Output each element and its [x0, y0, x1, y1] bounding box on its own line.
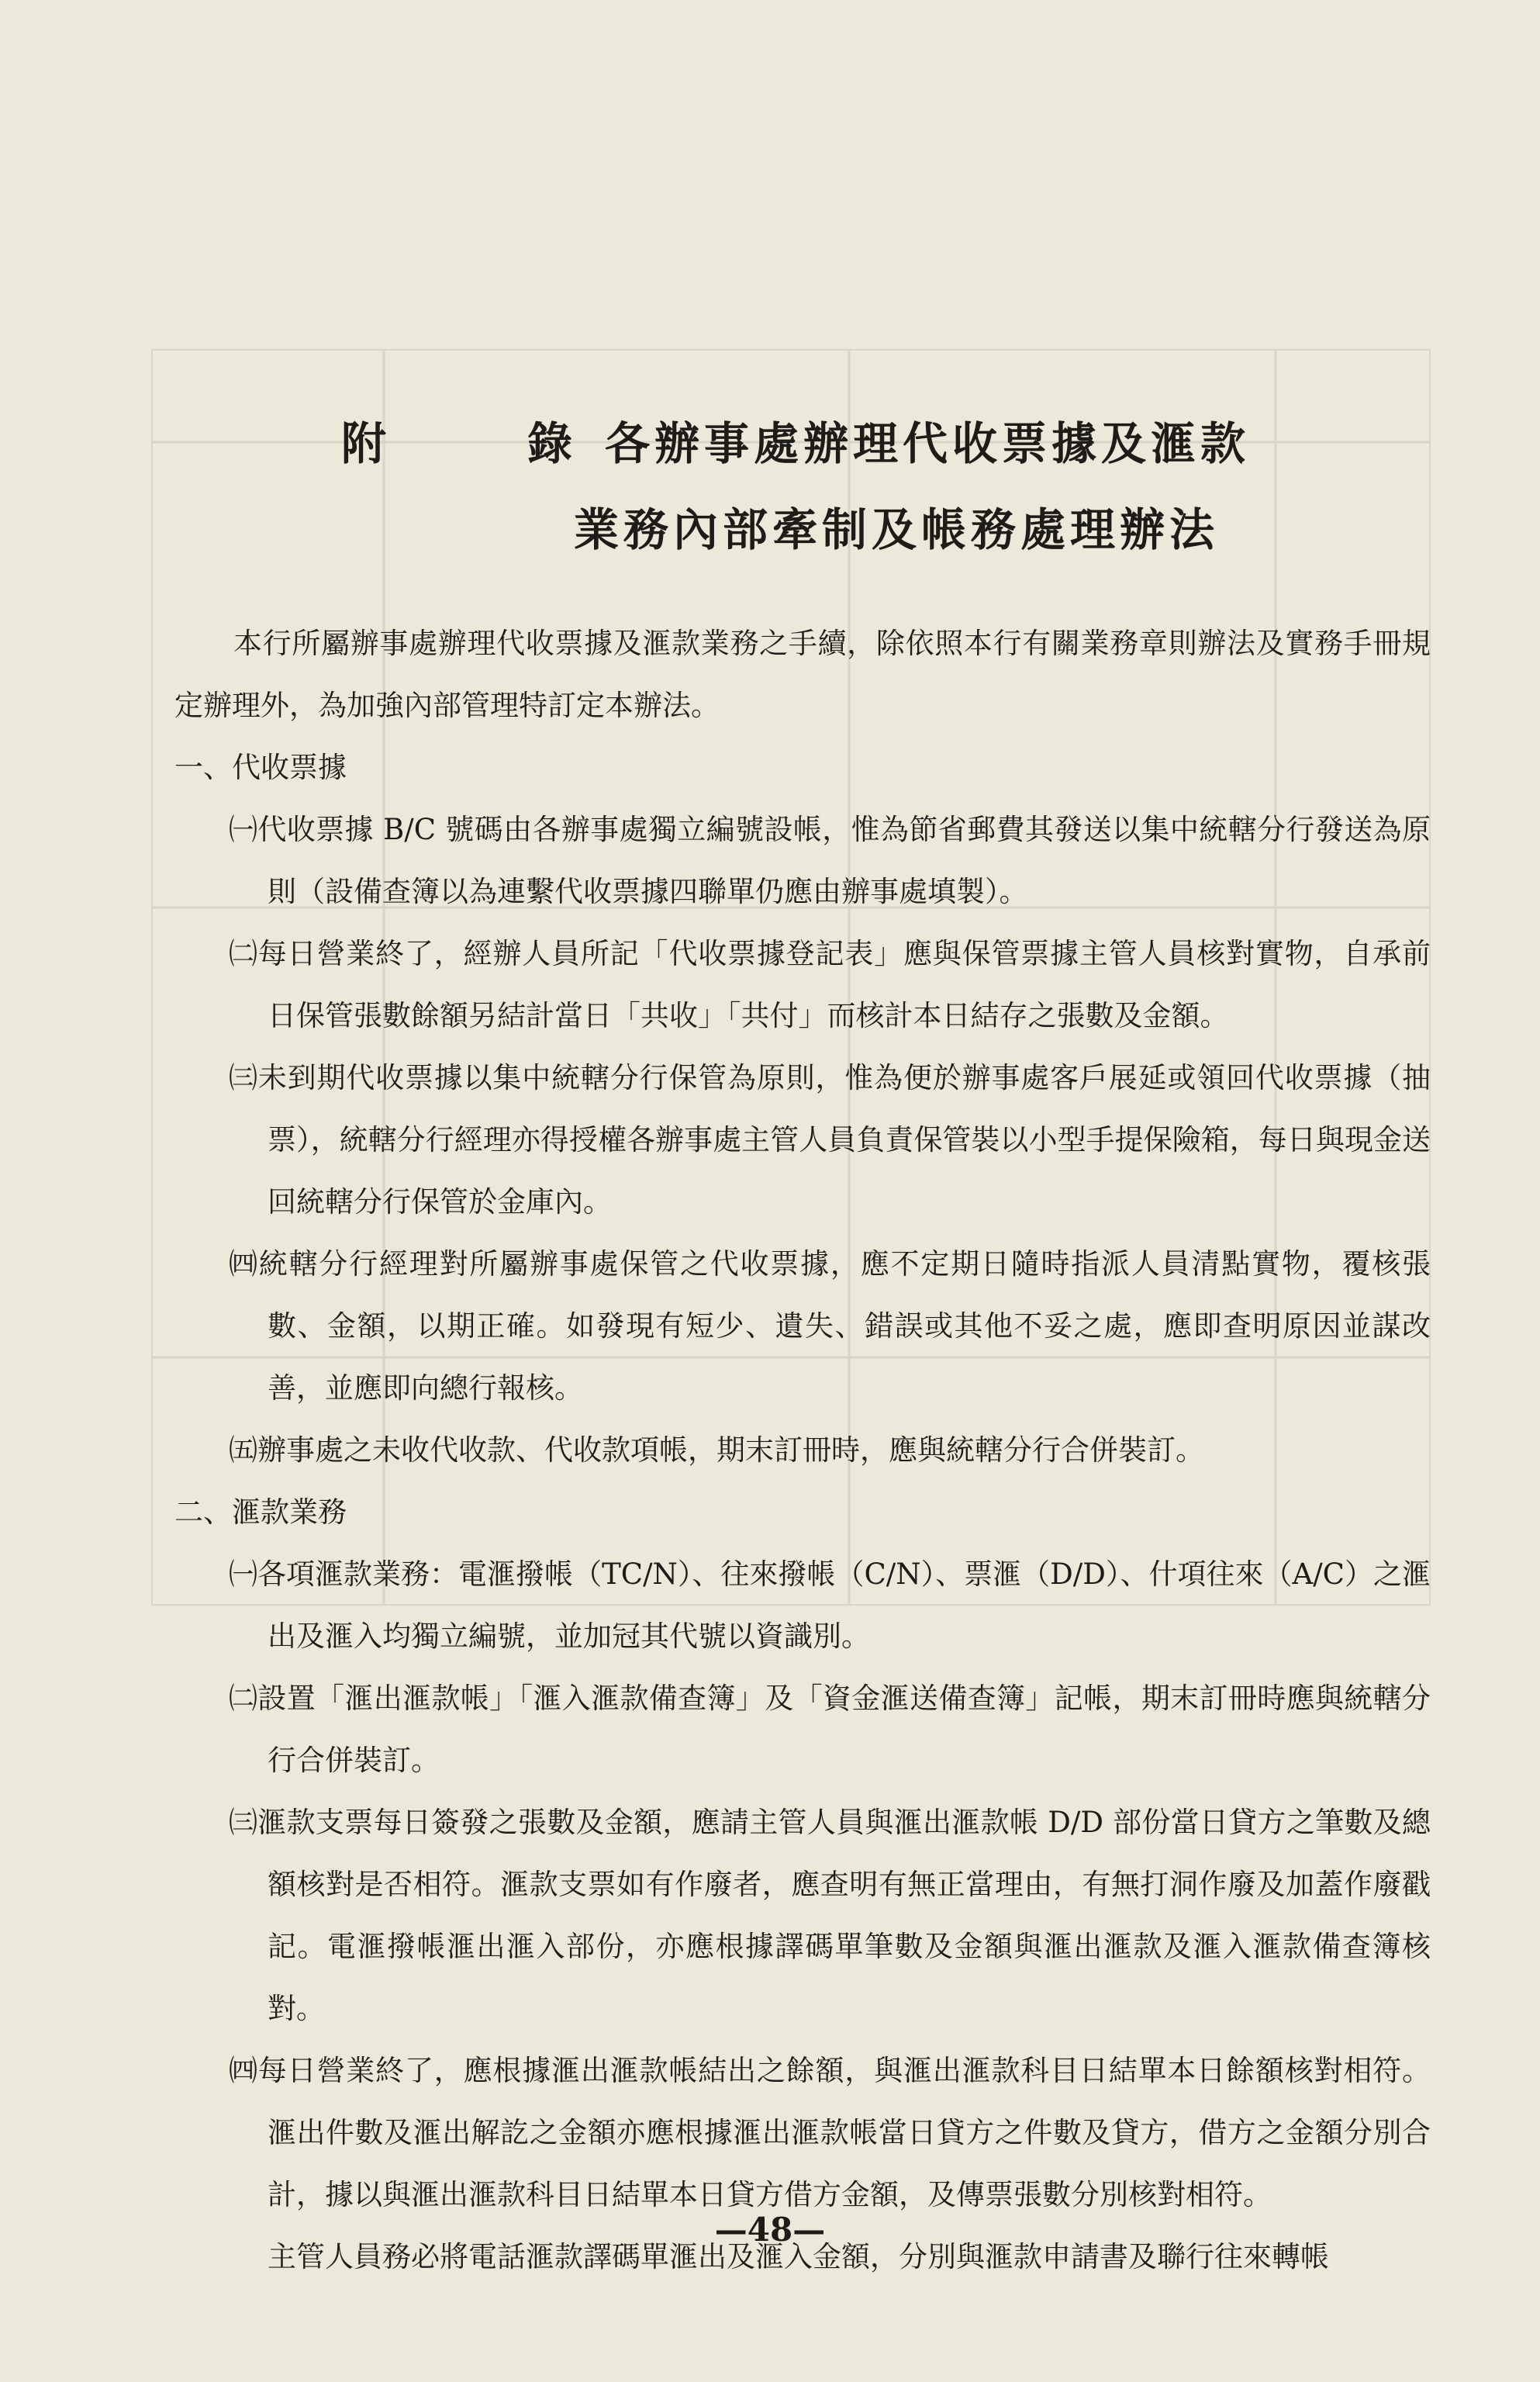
list-item: ㈠代收票據 B/C 號碼由各辦事處獨立編號設帳，惟為節省郵費其發送以集中統轄分行發送為原則（設備查簿以為連繫代收票據四聯單仍應由辦事處填製）。: [229, 813, 1431, 908]
list-item: ㈠各項滙款業務：電滙撥帳（TC/N）、往來撥帳（C/N）、票滙（D/D）、什項往來（A/C）之滙出及滙入均獨立編號，並加冠其代號以資識別。: [229, 1557, 1431, 1653]
document-body: [174, 613, 1431, 2288]
list-item: ㈢滙款支票每日簽發之張數及金額，應請主管人員與滙出滙款帳 D/D 部份當日貸方之筆數及總額核對是否相符。滙款支票如有作廢者，應查明有無正當理由，有無打洞作廢及加蓋作廢戳記。電滙撥帳滙出滙入部份，亦應根據譯碼單筆數及金額與滙出滙款及滙入滙款備查簿核對。: [229, 1806, 1431, 2025]
continuation-paragraph: 主管人員務必將電話滙款譯碼單滙出及滙入金額，分別與滙款申請書及聯行往來轉帳: [268, 2240, 1329, 2273]
title-prefix-fu: 附: [341, 417, 387, 470]
title-prefix-lu: 錄: [527, 417, 573, 470]
document-title: [341, 402, 1272, 558]
section-heading-collections: 一、代收票據: [174, 751, 347, 784]
list-item: ㈤辦事處之未收代收款、代收款項帳，期末訂冊時，應與統轄分行合併裝訂。: [229, 1433, 1204, 1467]
intro-paragraph: 本行所屬辦事處辦理代收票據及滙款業務之手續，除依照本行有關業務章則辦法及實務手冊規定辦理外，為加強內部管理特訂定本辦法。: [174, 627, 1431, 722]
list-item: ㈢未到期代收票據以集中統轄分行保管為原則，惟為便於辦事處客戶展延或領回代收票據（抽票），統轄分行經理亦得授權各辦事處主管人員負責保管裝以小型手提保險箱，每日與現金送回統轄分行保管於金庫內。: [229, 1061, 1431, 1219]
page-number: —48—: [714, 2211, 826, 2249]
list-item: ㈡每日營業終了，經辦人員所記「代收票據登記表」應與保管票據主管人員核對實物，自承前日保管張數餘額另結計當日「共收」「共付」而核計本日結存之張數及金額。: [229, 937, 1431, 1032]
list-item: ㈣每日營業終了，應根據滙出滙款帳結出之餘額，與滙出滙款科目日結單本日餘額核對相符。滙出件數及滙出解訖之金額亦應根據滙出滙款帳當日貸方之件數及貸方，借方之金額分別合計，據以與滙出滙款科目日結單本日貸方借方金額，及傳票張數分別核對相符。: [229, 2054, 1431, 2211]
title-line-2: 業務內部牽制及帳務處理辦法: [574, 503, 1220, 556]
section-heading-remittance: 二、滙款業務: [174, 1495, 347, 1529]
list-item: ㈣統轄分行經理對所屬辦事處保管之代收票據，應不定期日隨時指派人員清點實物，覆核張數、金額，以期正確。如發現有短少、遺失、錯誤或其他不妥之處，應即查明原因並謀改善，並應即向總行報核。: [229, 1247, 1431, 1405]
list-item: ㈡設置「滙出滙款帳」「滙入滙款備查簿」及「資金滙送備查簿」記帳，期末訂冊時應與統轄分行合併裝訂。: [229, 1682, 1431, 1777]
title-line-1: 各辦事處辦理代收票據及滙款: [605, 417, 1251, 470]
